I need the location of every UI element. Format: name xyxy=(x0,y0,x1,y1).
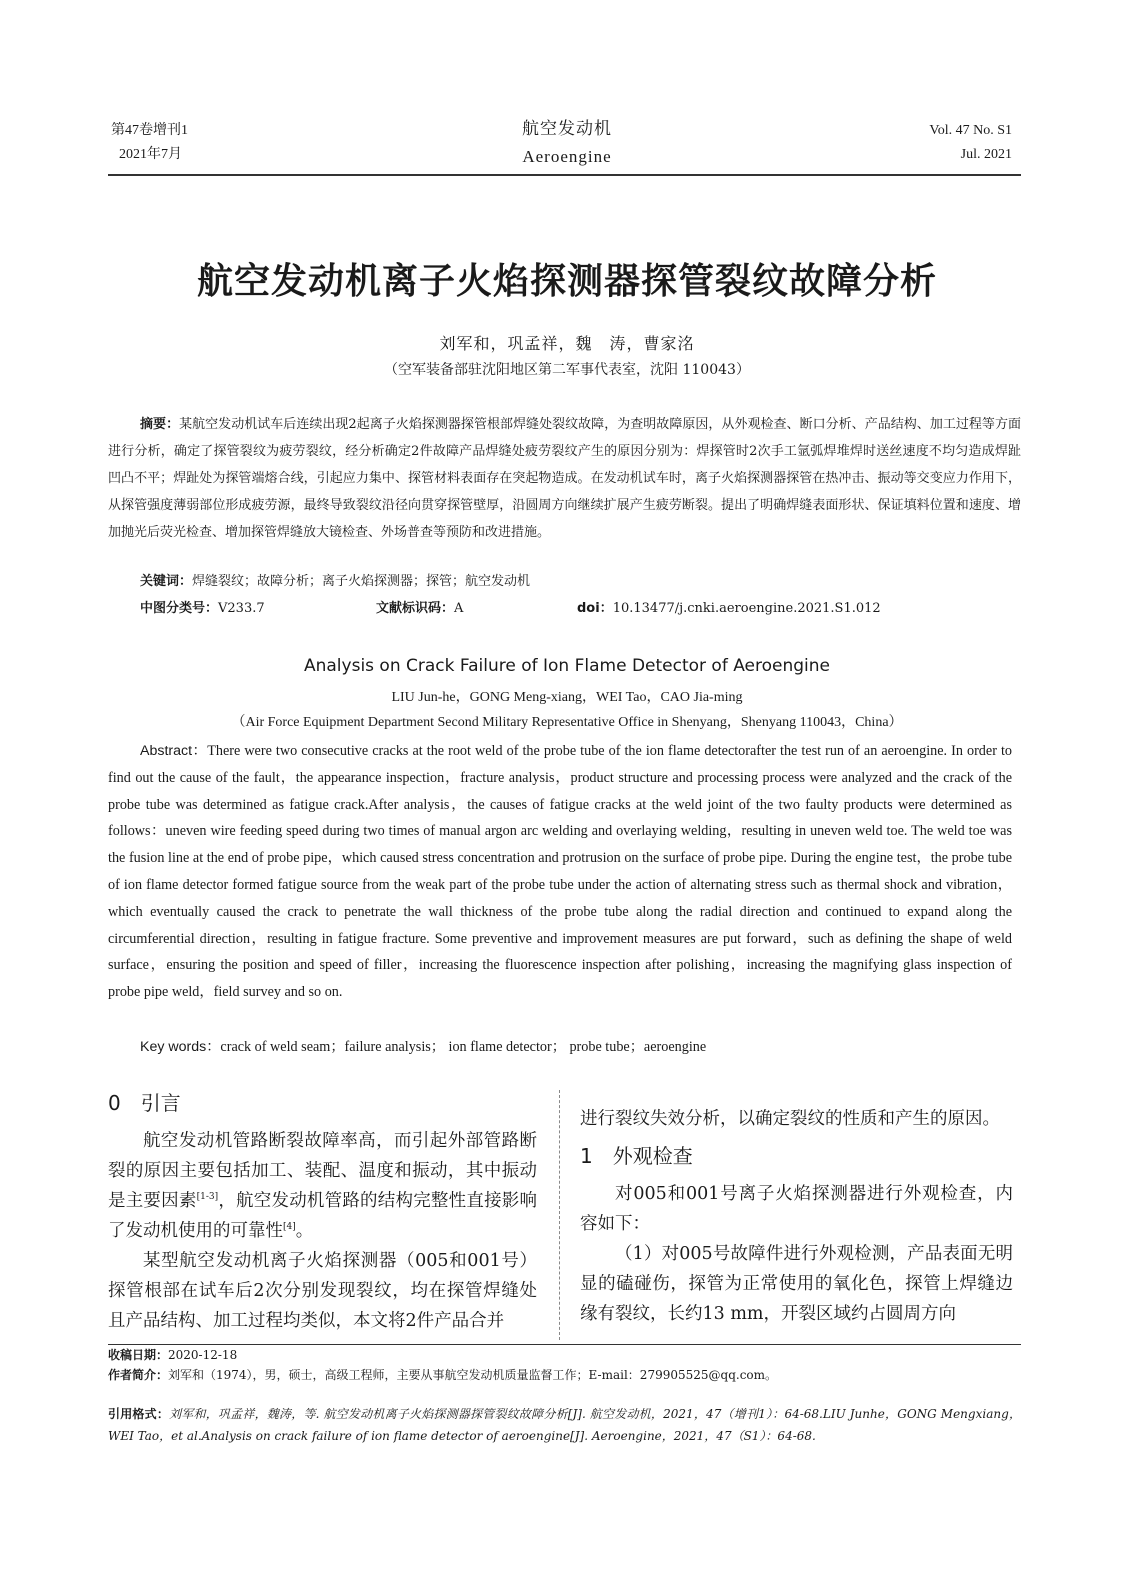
keywords-en-label: Key words： xyxy=(140,1039,221,1055)
affiliation-en: （Air Force Equipment Department Second Military Representative Office in Shenyang，Shenyang 110043，China） xyxy=(231,715,903,730)
affiliation-cn: （空军装备部驻沈阳地区第二军事代表室，沈阳 110043） xyxy=(384,362,750,378)
keywords-cn-label: 关键词： xyxy=(140,574,193,589)
bio-label: 作者简介： xyxy=(108,1368,169,1382)
document-code xyxy=(376,597,463,621)
author-bio xyxy=(108,1365,1021,1386)
abstract-en xyxy=(108,738,1012,1006)
section-heading-introduction: 0 引言 xyxy=(108,1091,181,1115)
received-value: 2020-12-18 xyxy=(168,1348,238,1362)
paragraph-inspection-2: （1）对005号故障件进行外观检测，产品表面无明显的磕碰伤，探管为正常使用的氧化色，探管上焊缝边缘有裂纹，长约13 mm，开裂区域约占圆周方向 xyxy=(580,1244,1013,1324)
running-header-right xyxy=(929,119,1012,167)
keywords-en-text: crack of weld seam；failure analysis； ion flame detector； probe tube；aeroengine xyxy=(220,1039,707,1055)
paragraph-continued: 进行裂纹失效分析，以确定裂纹的性质和产生的原因。 xyxy=(580,1109,1000,1129)
section-heading-appearance-inspection: 1 外观检查 xyxy=(580,1144,693,1168)
abstract-cn-label: 摘要： xyxy=(140,417,180,432)
volume-issue: 第47卷增刊1 xyxy=(111,123,188,138)
abstract-en-label: Abstract： xyxy=(140,743,208,759)
volume-number: Vol. 47 No. S1 xyxy=(929,123,1012,138)
authors-en: LIU Jun-he，GONG Meng-xiang，WEI Tao，CAO Jia-ming xyxy=(391,690,743,705)
body-column-right xyxy=(580,1104,1013,1329)
intro-1-text-c: 。 xyxy=(295,1221,314,1241)
paper-title-cn: 航空发动机离子火焰探测器探管裂纹故障分析 xyxy=(196,261,937,302)
intro-1-text-a: 航空发动机管路断裂故障率高，而引起外部管路断裂的原因主要包括加工、装配、温度和振动，其中振动是主要因素 xyxy=(108,1131,537,1211)
clc-number xyxy=(140,597,265,621)
received-label: 收稿日期： xyxy=(108,1348,169,1362)
citation-text: 刘军和，巩孟祥，魏涛，等. 航空发动机离子火焰探测器探管裂纹故障分析[J]. 航空发动机，2021，47（增刊1）：64-68.LIU Junhe，GONG Mengxiang，WEI Tao，et al.Analysis on crack failure of ion flame detector of aeroengine[J]. Aeroengine，2021，47（S1）：64-68. xyxy=(108,1407,1021,1443)
doc-code-value: A xyxy=(454,601,464,616)
doc-code-label: 文献标识码： xyxy=(376,601,455,616)
clc-label: 中图分类号： xyxy=(140,601,219,616)
authors-cn: 刘军和，巩孟祥，魏 涛，曹家洺 xyxy=(439,334,695,353)
doi-value: 10.13477/j.cnki.aeroengine.2021.S1.012 xyxy=(612,601,881,616)
journal-name-cn: 航空发动机 xyxy=(522,119,612,139)
keywords-cn-text: 焊缝裂纹；故障分析；离子火焰探测器；探管；航空发动机 xyxy=(192,574,531,589)
citation-ref: [4] xyxy=(283,1222,296,1233)
issue-month: Jul. 2021 xyxy=(960,147,1012,162)
citation-label: 引用格式： xyxy=(108,1407,170,1421)
journal-name-en: Aeroengine xyxy=(522,147,612,166)
doi-label: doi： xyxy=(577,601,613,616)
doi xyxy=(577,597,881,621)
keywords-en xyxy=(140,1035,706,1059)
bio-value: 刘军和（1974），男，硕士，高级工程师，主要从事航空发动机质量监督工作；E-mail：279905525@qq.com。 xyxy=(168,1368,778,1382)
column-divider xyxy=(559,1090,560,1340)
clc-value: V233.7 xyxy=(218,601,265,616)
paper-title-en: Analysis on Crack Failure of Ion Flame Detector of Aeroengine xyxy=(303,656,830,676)
received-date xyxy=(108,1345,1021,1366)
paragraph-intro-2: 某型航空发动机离子火焰探测器（005和001号）探管根部在试车后2次分别发现裂纹，均在探管焊缝处且产品结构、加工过程均类似，本文将2件产品合并 xyxy=(108,1251,537,1331)
keywords-cn xyxy=(140,570,530,594)
paragraph-intro-1 xyxy=(108,1126,537,1246)
body-column-left xyxy=(108,1086,537,1336)
intro-1-text-b: ，航空发动机管路的结构完整性直接影响了发动机使用的可靠性 xyxy=(108,1191,538,1241)
abstract-cn xyxy=(108,411,1021,546)
issue-date: 2021年7月 xyxy=(119,147,182,162)
citation-ref: [1-3] xyxy=(196,1192,219,1203)
citation-format xyxy=(108,1403,1021,1447)
header-rule xyxy=(108,174,1021,176)
paragraph-inspection-1: 对005和001号离子火焰探测器进行外观检查，内容如下： xyxy=(580,1184,1013,1234)
abstract-en-text: There were two consecutive cracks at the root weld of the probe tube of the ion flame detectorafter the test run of an aeroengine. In order to find out the cause of the fault，the appearance inspection，fracture analysis，product structure and processing process were analyzed and the crack of the probe tube was determined as fatigue crack.After analysis，the causes of fatigue cracks at the weld joint of the two faulty products were determined as follows：uneven wire feeding speed during two times of manual argon arc welding and overlaying welding，resulting in uneven weld toe. The weld toe was the fusion line at the end of probe pipe，which caused stress concentration and protrusion on the surface of probe pipe. During the engine test，the probe tube of ion flame detector formed fatigue source from the weak part of the probe tube under the action of alternating stress such as thermal shock and vibration，which eventually caused the crack to penetrate the wall thickness of the probe tube along the radial direction and continued to expand along the circumferential direction，resulting in fatigue fracture. Some preventive and improvement measures are put forward，such as defining the shape of weld surface，ensuring the position and speed of filler，increasing the fluorescence inspection after polishing，increasing the magnifying glass inspection of probe pipe weld，field survey and so on. xyxy=(108,743,1012,1001)
abstract-cn-text: 某航空发动机试车后连续出现2起离子火焰探测器探管根部焊缝处裂纹故障，为查明故障原因，从外观检查、断口分析、产品结构、加工过程等方面进行分析，确定了探管裂纹为疲劳裂纹，经分析确定2件故障产品焊缝处疲劳裂纹产生的原因分别为：焊探管时2次手工氩弧焊堆焊时送丝速度不均匀造成焊趾凹凸不平；焊趾处为探管端熔合线，引起应力集中、探管材料表面存在突起物造成。在发动机试车时，离子火焰探测器探管在热冲击、振动等交变应力作用下，从探管强度薄弱部位形成疲劳源，最终导致裂纹沿径向贯穿探管壁厚，沿圆周方向继续扩展产生疲劳断裂。提出了明确焊缝表面形状、保证填料位置和速度、增加抛光后荧光检查、增加探管焊缝放大镜检查、外场普查等预防和改进措施。 xyxy=(108,417,1021,540)
